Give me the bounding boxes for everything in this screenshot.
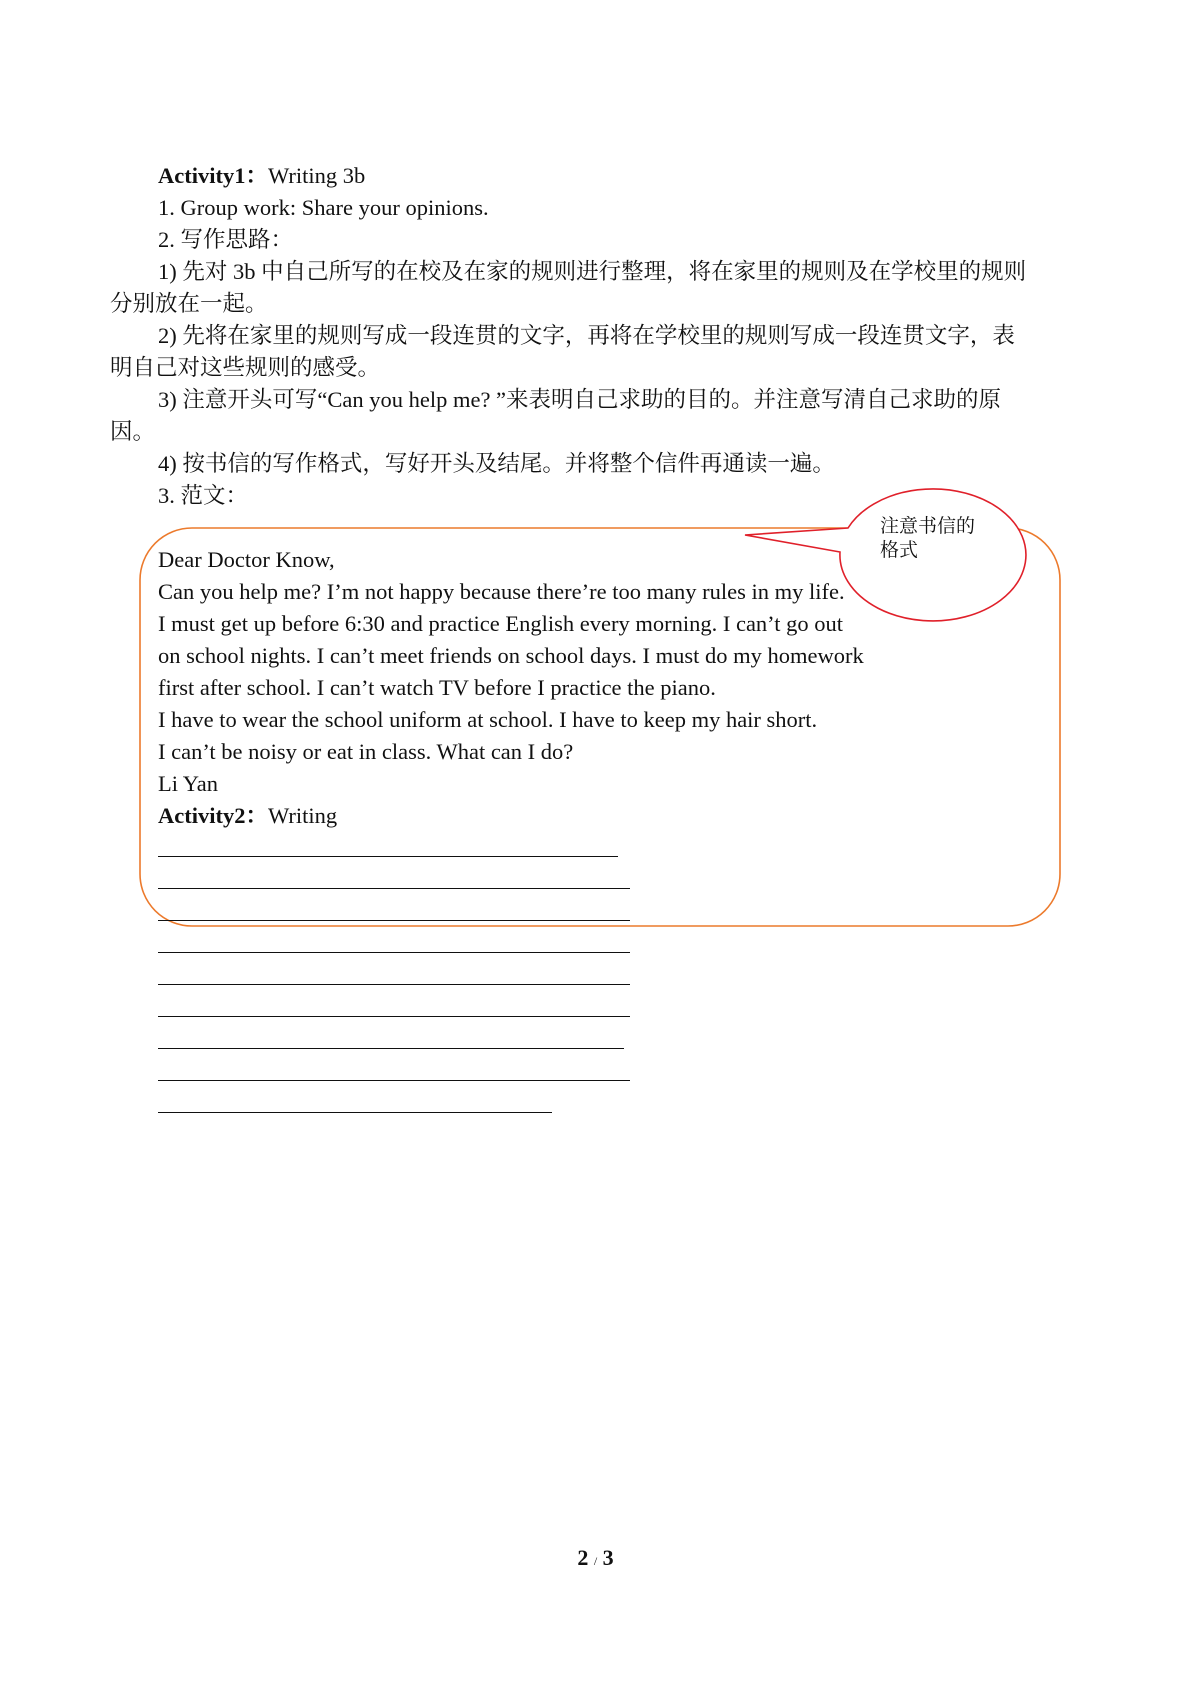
letter-line: I have to wear the school uniform at school. I have to keep my hair short. bbox=[158, 707, 818, 732]
point-1-line-1: 1) 先对 3b 中自己所写的在校及在家的规则进行整理，将在家里的规则及在学校里的规则 bbox=[158, 259, 1027, 284]
activity2-label: Activity2： bbox=[158, 803, 268, 828]
letter-line: I must get up before 6:30 and practice English every morning. I can’t go out bbox=[158, 611, 844, 636]
callout-line-1: 注意书信的 bbox=[880, 516, 976, 537]
activity2-subtitle: Writing bbox=[267, 803, 338, 828]
activity1-label: Activity1： bbox=[158, 163, 268, 188]
step-sample-essay: 3. 范文： bbox=[158, 483, 249, 508]
writing-blank-line[interactable] bbox=[158, 1080, 630, 1081]
page-separator: / bbox=[593, 1554, 598, 1568]
point-2-line-1: 2) 先将在家里的规则写成一段连贯的文字，再将在学校里的规则写成一段连贯文字，表 bbox=[158, 323, 1015, 348]
point-3-line-1: 3) 注意开头可写“Can you help me? ”来表明自己求助的目的。并注意写清自己求助的原 bbox=[158, 387, 1002, 412]
page-number bbox=[0, 1545, 1191, 1571]
step-group-work: 1. Group work: Share your opinions. bbox=[158, 195, 489, 220]
writing-blank-line[interactable] bbox=[158, 1016, 630, 1017]
writing-blank-line[interactable] bbox=[158, 1112, 552, 1113]
callout-line-2: 格式 bbox=[880, 540, 919, 561]
callout-note bbox=[880, 515, 1010, 563]
letter-line: Can you help me? I’m not happy because there’re too many rules in my life. bbox=[158, 579, 845, 604]
writing-blank-line[interactable] bbox=[158, 984, 630, 985]
point-3-line-2: 因。 bbox=[110, 419, 156, 444]
page-total: 3 bbox=[602, 1545, 614, 1570]
letter-signature: Li Yan bbox=[158, 771, 219, 796]
activity2-title bbox=[158, 802, 337, 830]
writing-blank-line[interactable] bbox=[158, 856, 618, 857]
point-4: 4) 按书信的写作格式，写好开头及结尾。并将整个信件再通读一遍。 bbox=[158, 451, 835, 476]
letter-line: first after school. I can’t watch TV before I practice the piano. bbox=[158, 675, 716, 700]
point-2-line-2: 明自己对这些规则的感受。 bbox=[110, 355, 381, 380]
letter-greeting: Dear Doctor Know, bbox=[158, 547, 335, 572]
letter-line: on school nights. I can’t meet friends on school days. I must do my homework bbox=[158, 643, 864, 668]
page-current: 2 bbox=[577, 1545, 589, 1570]
point-1-line-2: 分别放在一起。 bbox=[110, 291, 268, 316]
writing-blank-line[interactable] bbox=[158, 920, 630, 921]
step-writing-ideas: 2. 写作思路： bbox=[158, 227, 294, 252]
writing-blank-line[interactable] bbox=[158, 952, 630, 953]
letter-line: I can’t be noisy or eat in class. What can I do? bbox=[158, 739, 574, 764]
writing-blank-line[interactable] bbox=[158, 1048, 624, 1049]
activity1-subtitle: Writing 3b bbox=[267, 163, 366, 188]
writing-blank-line[interactable] bbox=[158, 888, 630, 889]
